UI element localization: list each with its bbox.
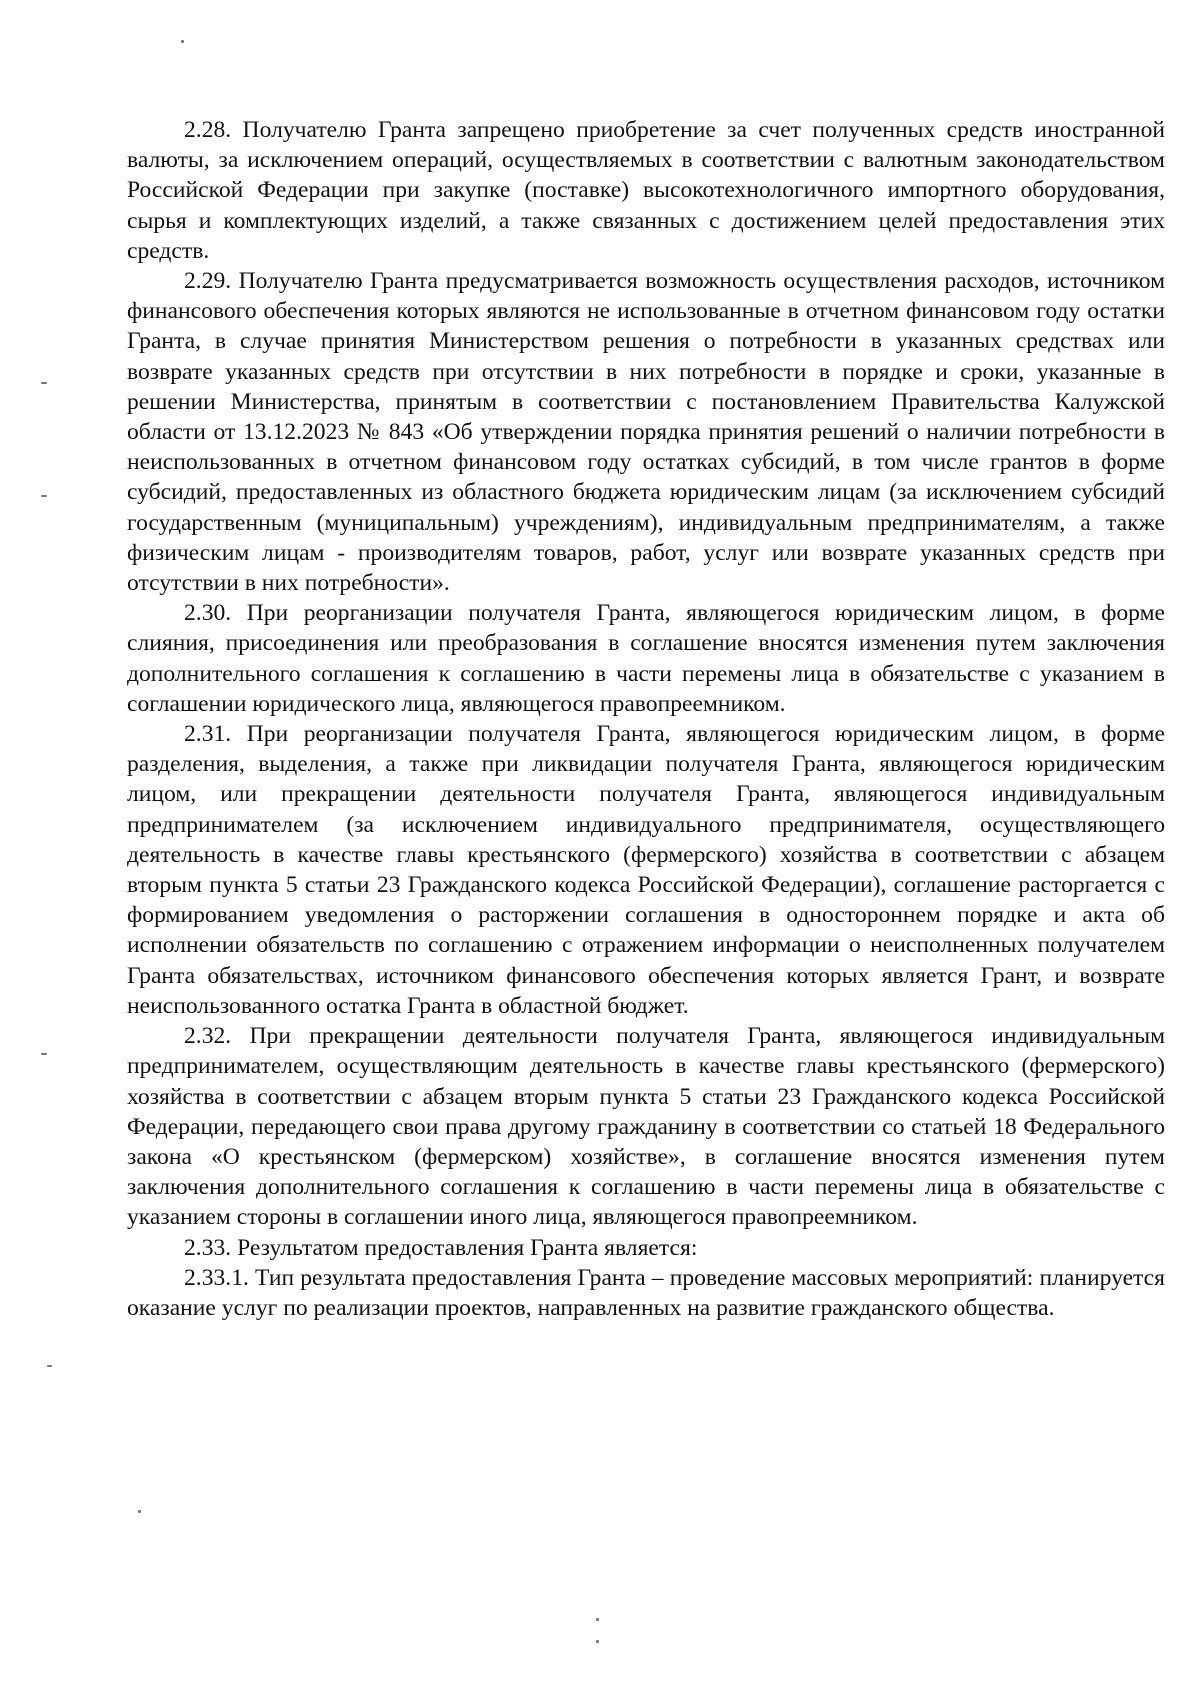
scan-speck [596, 1618, 599, 1621]
paragraph-2-30: 2.30. При реорганизации получателя Гранта, являющегося юридическим лицом, в форме слияния, присоединения или преобразования в соглашение вносятся изменения путем заключения дополнительного соглашения к соглашению в части перемены лица в обязательстве с указанием в соглашении юридического лица, являющегося правопреемником. [127, 600, 1165, 717]
scan-speck [41, 382, 47, 384]
scan-speck [41, 495, 47, 497]
scan-speck [596, 1640, 599, 1643]
paragraph-2-32: 2.32. При прекращении деятельности получателя Гранта, являющегося индивидуальным предпринимателем, осуществляющим деятельность в качестве главы крестьянского (фермерского) хозяйства в соответствии с абзацем вторым пункта 5 статьи 23 Гражданского кодекса Российской Федерации, передающего свои права другому гражданину в соответствии со статьей 18 Федерального закона «О крестьянском (фермерском) хозяйстве», в соглашение вносятся изменения путем заключения дополнительного соглашения к соглашению в части перемены лица в обязательстве с указанием стороны в соглашении иного лица, являющегося правопреемником. [127, 1023, 1165, 1231]
paragraph-2-29: 2.29. Получателю Гранта предусматривается возможность осуществления расходов, источником финансового обеспечения которых являются не использованные в отчетном финансовом году остатки Гранта, в случае принятия Министерством решения о потребности в указанных средствах или возврате указанных средств при отсутствии в них потребности в порядке и сроки, указанные в решении Министерства, принятым в соответствии с постановлением Правительства Калужской области от 13.12.2023 № 843 «Об утверждении порядка принятия решений о наличии потребности в неиспользованных в отчетном финансовом году остатках субсидий, в том числе грантов в форме субсидий, предоставленных из областного бюджета юридическим лицам (за исключением субсидий государственным (муниципальным) учреждениям), индивидуальным предпринимателям, а также физическим лицам - производителям товаров, работ, услуг или возврате указанных средств при отсутствии в них потребности». [127, 268, 1165, 597]
scan-speck [41, 1053, 47, 1055]
paragraph-2-33: 2.33. Результатом предоставления Гранта является: [184, 1234, 698, 1261]
paragraph-2-28: 2.28. Получателю Гранта запрещено приобретение за счет полученных средств иностранной валюты, за исключением операций, осуществляемых в соответствии с валютным законодательством Российской Федерации при закупке (поставке) высокотехнологичного импортного оборудования, сырья и комплектующих изделий, а также связанных с достижением целей предоставления этих средств. [127, 117, 1165, 264]
paragraph-2-33-1: 2.33.1. Тип результата предоставления Гранта – проведение массовых мероприятий: планируется оказание услуг по реализации проектов, направленных на развитие гражданского общества. [127, 1264, 1165, 1321]
scan-speck [138, 1510, 141, 1513]
paragraph-2-31: 2.31. При реорганизации получателя Гранта, являющегося юридическим лицом, в форме разделения, выделения, а также при ликвидации получателя Гранта, являющегося юридическим лицом, или прекращении деятельности получателя Гранта, являющегося индивидуальным предпринимателем (за исключением индивидуального предпринимателя, осуществляющего деятельность в качестве главы крестьянского (фермерского) хозяйства в соответствии с абзацем вторым пункта 5 статьи 23 Гражданского кодекса Российской Федерации), соглашение расторгается с формированием уведомления о расторжении соглашения в одностороннем порядке и акта об исполнении обязательств по соглашению с отражением информации о неисполненных получателем Гранта обязательствах, источником финансового обеспечения которых является Грант, и возврате неиспользованного остатка Гранта в областной бюджет. [127, 721, 1165, 1019]
scan-speck [181, 40, 184, 43]
document-body [127, 115, 1165, 1323]
scan-speck [47, 1365, 52, 1367]
